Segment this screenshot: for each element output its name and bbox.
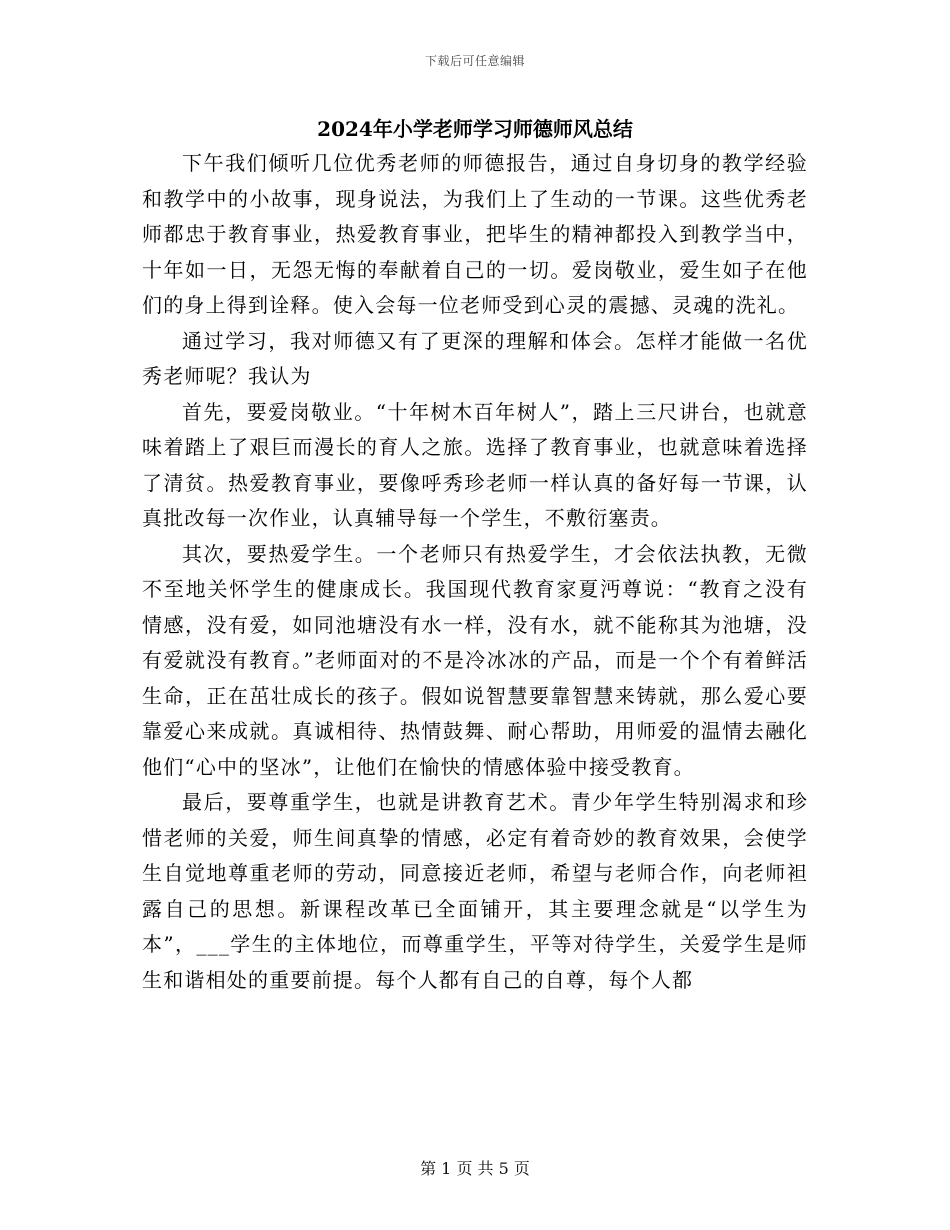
document-body <box>142 146 808 998</box>
paragraph-2: 通过学习，我对师德又有了更深的理解和体会。怎样才能做一名优秀老师呢？我认为 <box>142 328 808 388</box>
paragraph-3: 首先，要爱岗敬业。“十年树木百年树人”，踏上三尺讲台，也就意味着踏上了艰巨而漫长的育人之旅。选择了教育事业，也就意味着选择了清贫。热爱教育事业，要像呼秀珍老师一样认真的备好每一节课，认真批改每一次作业，认真辅导每一个学生，不敷衍塞责。 <box>142 399 808 530</box>
paragraph-4: 其次，要热爱学生。一个老师只有热爱学生，才会依法执教，无微不至地关怀学生的健康成长。我国现代教育家夏沔尊说：“教育之没有情感，没有爱，如同池塘没有水一样，没有水，就不能称其为池塘，没有爱就没有教育。”老师面对的不是冷冰冰的产品，而是一个个有着鲜活生命，正在茁壮成长的孩子。假如说智慧要靠智慧来铸就，那么爱心要靠爱心来成就。真诚相待、热情鼓舞、耐心帮助，用师爱的温情去融化他们“心中的坚冰”，让他们在愉快的情感体验中接受教育。 <box>142 541 808 779</box>
document-title: 2024年小学老师学习师德师风总结 <box>317 117 633 141</box>
header-note: 下载后可任意编辑 <box>424 54 525 68</box>
paragraph-1: 下午我们倾听几位优秀老师的师德报告，通过自身切身的教学经验和教学中的小故事，现身说法，为我们上了生动的一节课。这些优秀老师都忠于教育事业，热爱教育事业，把毕生的精神都投入到教学当中，十年如一日，无怨无悔的奉献着自己的一切。爱岗敬业，爱生如子在他们的身上得到诠释。使入会每一位老师受到心灵的震撼、灵魂的洗礼。 <box>142 151 808 317</box>
paragraph-5: 最后，要尊重学生，也就是讲教育艺术。青少年学生特别渴求和珍惜老师的关爱，师生间真挚的情感，必定有着奇妙的教育效果，会使学生自觉地尊重老师的劳动，同意接近老师，希望与老师合作，向老师袒露自己的思想。新课程改革已全面铺开，其主要理念就是“以学生为本”，___学生的主体地位，而尊重学生，平等对待学生，关爱学生是师生和谐相处的重要前提。每个人都有自己的自尊，每个人都 <box>142 790 808 992</box>
page-indicator: 第 1 页 共 5 页 <box>420 1159 530 1178</box>
